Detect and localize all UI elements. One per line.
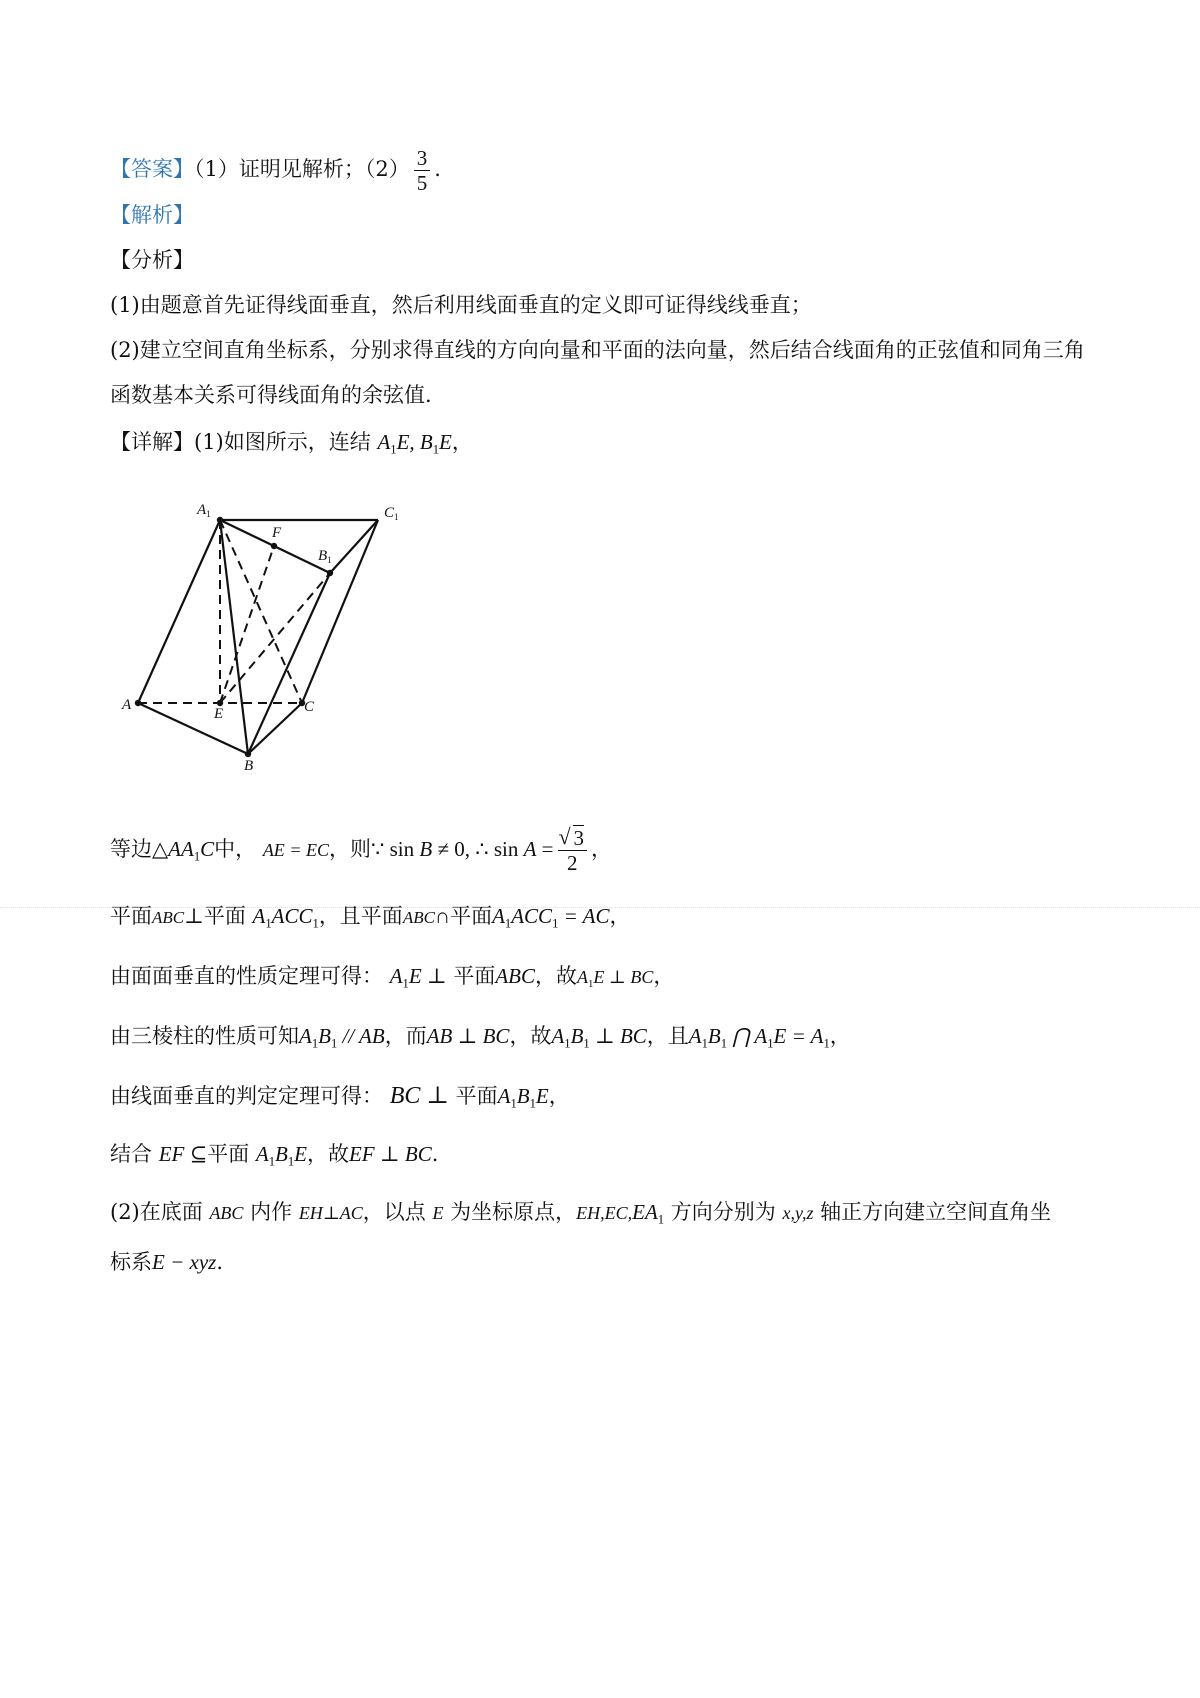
step-1: 等边$\triangle AA_1C$中， AE = EC，则∵ sin B ≠ 0, ∴ sin A = √ $\frac{3}{2}$ ， xyxy=(110,826,612,875)
dashed-EB1 xyxy=(220,573,330,703)
label-B: B xyxy=(244,758,254,774)
step-5: 由线面垂直的判定定理可得： BC ⊥ 平面$A_1B_1E$， xyxy=(110,1083,570,1111)
edge-A1A xyxy=(138,520,220,703)
detail-line: 【详解】(1)如图所示，连结 $A_1E$, $B_1E$， xyxy=(110,430,473,457)
math-AE-EC: AE = EC xyxy=(262,840,329,861)
label-F: F xyxy=(272,525,282,541)
label-A1: $A_1$ xyxy=(197,502,211,520)
jiexi-label: 【解析】 xyxy=(110,203,194,227)
edge-BC xyxy=(248,703,302,754)
step-4: 由三棱柱的性质可知$A_1B_1$ // AB，而AB ⊥ BC，故$A_1B_1$ ⊥ BC，且$A_1B_1$ ⋂ $A_1E = A_1$， xyxy=(110,1024,851,1051)
detail-label: 【详解】 xyxy=(110,430,194,454)
step-6: 结合 EF ⊆平面 $A_1B_1E$，故EF ⊥ BC. xyxy=(110,1142,439,1169)
step-7: (2)在底面 ABC 内作 EH⊥AC，以点 E 为坐标原点，$EH,EC,EA_1$ 方向分别为 x,y,z 轴正方向建立空间直角坐 xyxy=(110,1200,1052,1227)
analysis-line-2: (2)建立空间直角坐标系，分别求得直线的方向向量和平面的法向量，然后结合线面角的正弦值和同角三角 xyxy=(110,338,1085,362)
dashed-A1C xyxy=(220,520,302,703)
edge-AB xyxy=(138,703,248,754)
step-3: 由面面垂直的性质定理可得： $A_1E$ ⊥ 平面ABC，故$A_1E$ ⊥ BC， xyxy=(110,964,675,991)
label-A: A xyxy=(122,697,132,713)
math-triangle-AA1C: $\triangle AA_1C$ xyxy=(152,837,215,864)
edge-A1B xyxy=(220,520,248,754)
edge-C1B1 xyxy=(330,520,378,573)
answer-fraction: $\frac{3}{5}$ xyxy=(414,146,431,195)
step-8: 标系E − xyz. xyxy=(110,1250,224,1274)
answer-label: 【答案】 xyxy=(110,157,194,182)
label-E: E xyxy=(214,706,224,722)
label-C: C xyxy=(304,699,315,715)
step-2: 平面ABC⊥平面 $A_1ACC_1$，且平面ABC∩平面$A_1ACC_1$ = AC， xyxy=(110,904,631,931)
analysis-line-1: (1)由题意首先证得线面垂直，然后利用线面垂直的定义即可证得线线垂直； xyxy=(110,293,812,317)
dashed-EF xyxy=(220,546,274,703)
answer-line: 【答案】（1）证明见解析；（2） $\frac{3}{5}$ . xyxy=(110,146,441,196)
analysis-line-3: 函数基本关系可得线面角的余弦值. xyxy=(110,383,432,407)
math-sinB-sinA: ∵ sin B ≠ 0, ∴ sin A = xyxy=(370,837,554,862)
math-A1E-B1E: $A_1E$, $B_1E$ xyxy=(377,430,452,457)
label-B1: $B_1$ xyxy=(318,548,332,566)
label-C1: $C_1$ xyxy=(384,505,399,523)
fraction-sqrt3-over-2: √ $\frac{3}{2}$ xyxy=(558,826,588,875)
answer-text: （1）证明见解析；（2） xyxy=(194,157,410,182)
fenxi-label: 【分析】 xyxy=(110,248,194,272)
